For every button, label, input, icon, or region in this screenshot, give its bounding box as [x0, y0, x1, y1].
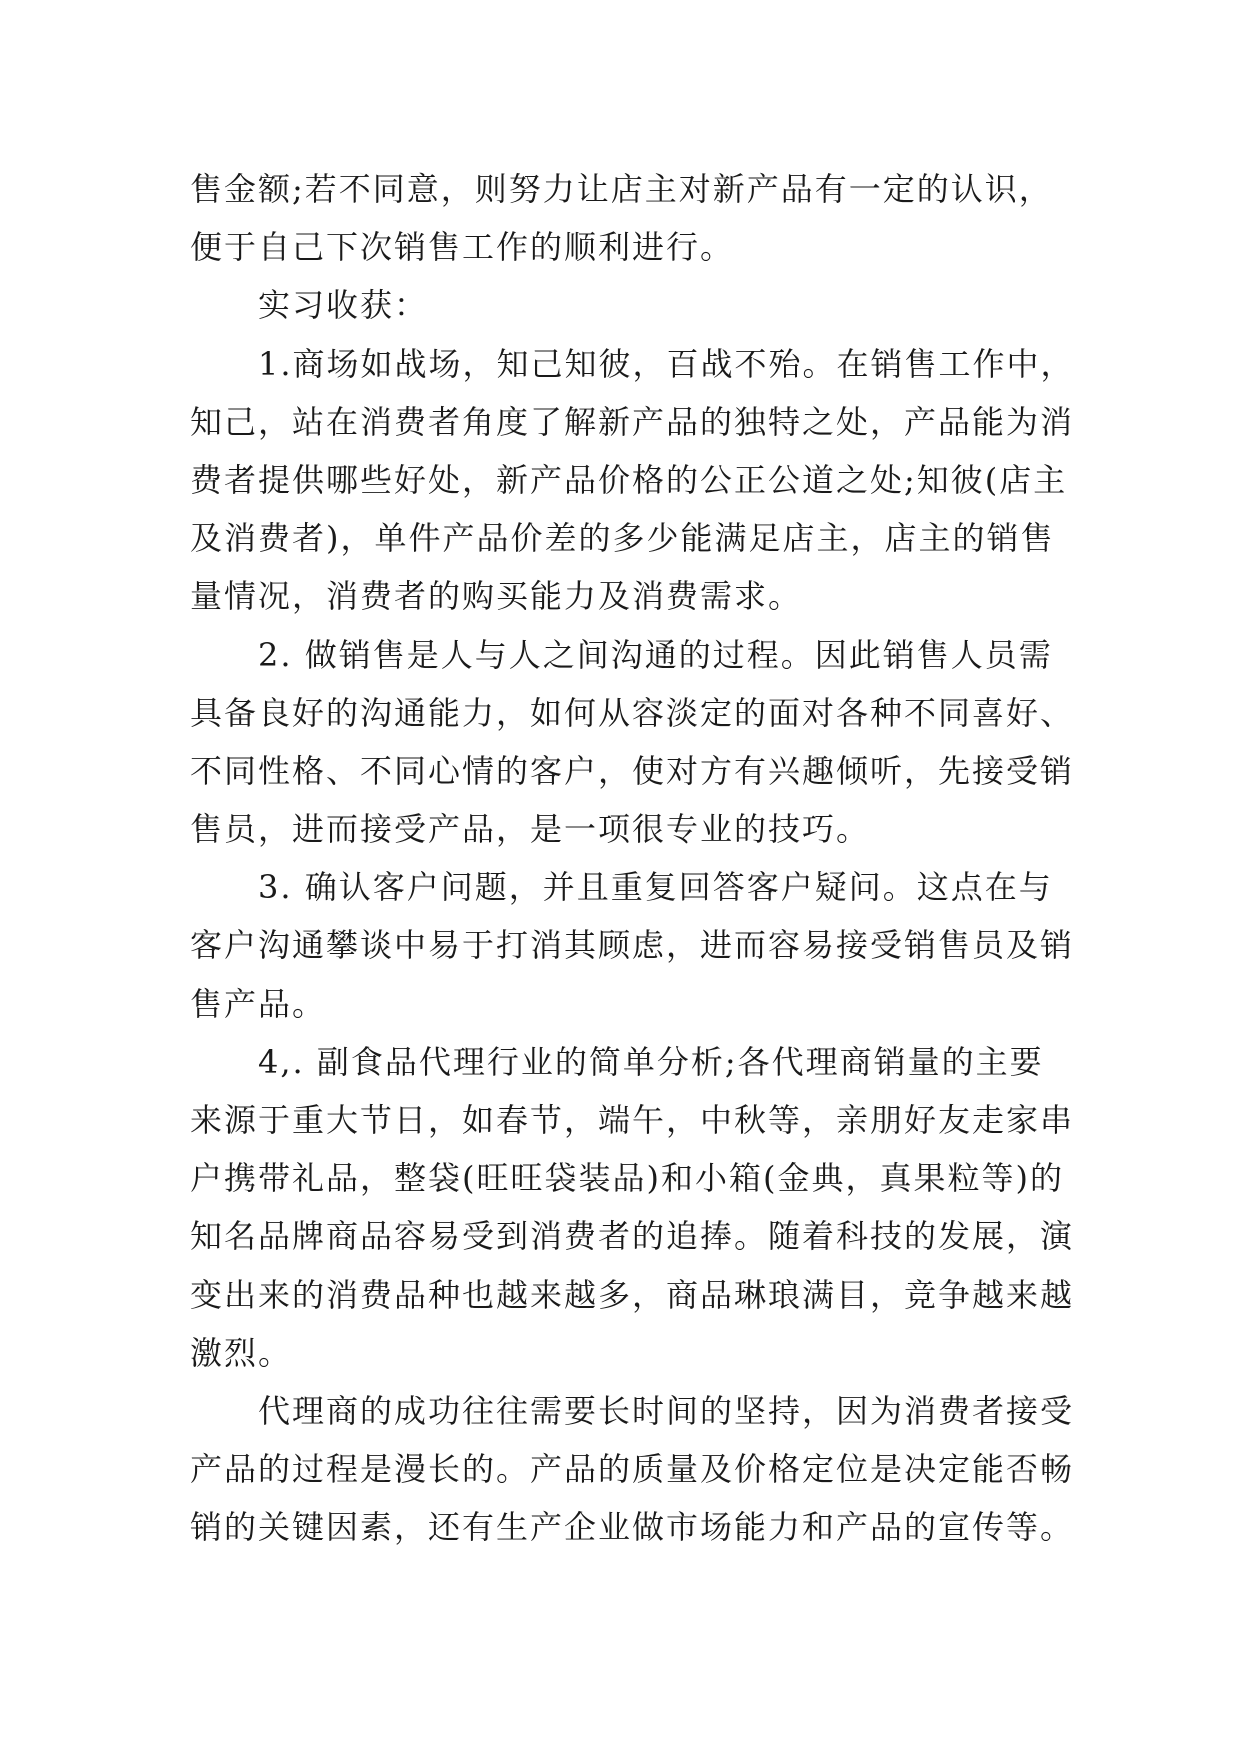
text-line: 2. 做销售是人与人之间沟通的过程。因此销售人员需 [190, 635, 1053, 674]
text-line: 知己，站在消费者角度了解新产品的独特之处，产品能为消 [190, 402, 1075, 441]
text-line: 量情况，消费者的购买能力及消费需求。 [190, 577, 803, 616]
text-line: 便于自己下次销售工作的顺利进行。 [190, 228, 735, 267]
text-line: 及消费者)，单件产品价差的多少能满足店主，店主的销售 [190, 519, 1055, 558]
text-line: 售金额;若不同意，则努力让店主对新产品有一定的认识， [190, 170, 1053, 208]
text-line: 产品的过程是漫长的。产品的质量及价格定位是决定能否畅 [190, 1450, 1075, 1489]
text-line: 售员，进而接受产品，是一项很专业的技巧。 [190, 810, 871, 849]
text-line: 户携带礼品，整袋(旺旺袋装品)和小箱(金典，真果粒等)的 [190, 1159, 1064, 1198]
text-line: 激烈。 [190, 1333, 293, 1372]
text-line: 4,. 副食品代理行业的简单分析;各代理商销量的主要 [190, 1042, 1044, 1081]
text-line: 客户沟通攀谈中易于打消其顾虑，进而容易接受销售员及销 [190, 926, 1075, 965]
text-line: 不同性格、不同心情的客户，使对方有兴趣倾听，先接受销 [190, 751, 1075, 790]
text-line: 费者提供哪些好处，新产品价格的公正公道之处;知彼(店主 [190, 460, 1068, 499]
text-line: 变出来的消费品种也越来越多，商品琳琅满目，竞争越来越 [190, 1275, 1075, 1314]
text-line: 知名品牌商品容易受到消费者的追捧。随着科技的发展，演 [190, 1217, 1075, 1256]
body-text [190, 160, 1075, 1557]
text-line: 售产品。 [190, 984, 327, 1023]
text-line: 来源于重大节日，如春节，端午，中秋等，亲朋好友走家串 [190, 1101, 1075, 1139]
text-line: 销的关键因素，还有生产企业做市场能力和产品的宣传等。 [190, 1508, 1075, 1547]
section-heading: 实习收获： [190, 286, 429, 325]
text-line: 代理商的成功往往需要长时间的坚持，因为消费者接受 [190, 1391, 1075, 1430]
text-line: 3. 确认客户问题，并且重复回答客户疑问。这点在与 [190, 868, 1053, 907]
text-line: 具备良好的沟通能力，如何从容淡定的面对各种不同喜好、 [190, 693, 1075, 732]
text-line: 1.商场如战场，知己知彼，百战不殆。在销售工作中， [190, 344, 1075, 383]
